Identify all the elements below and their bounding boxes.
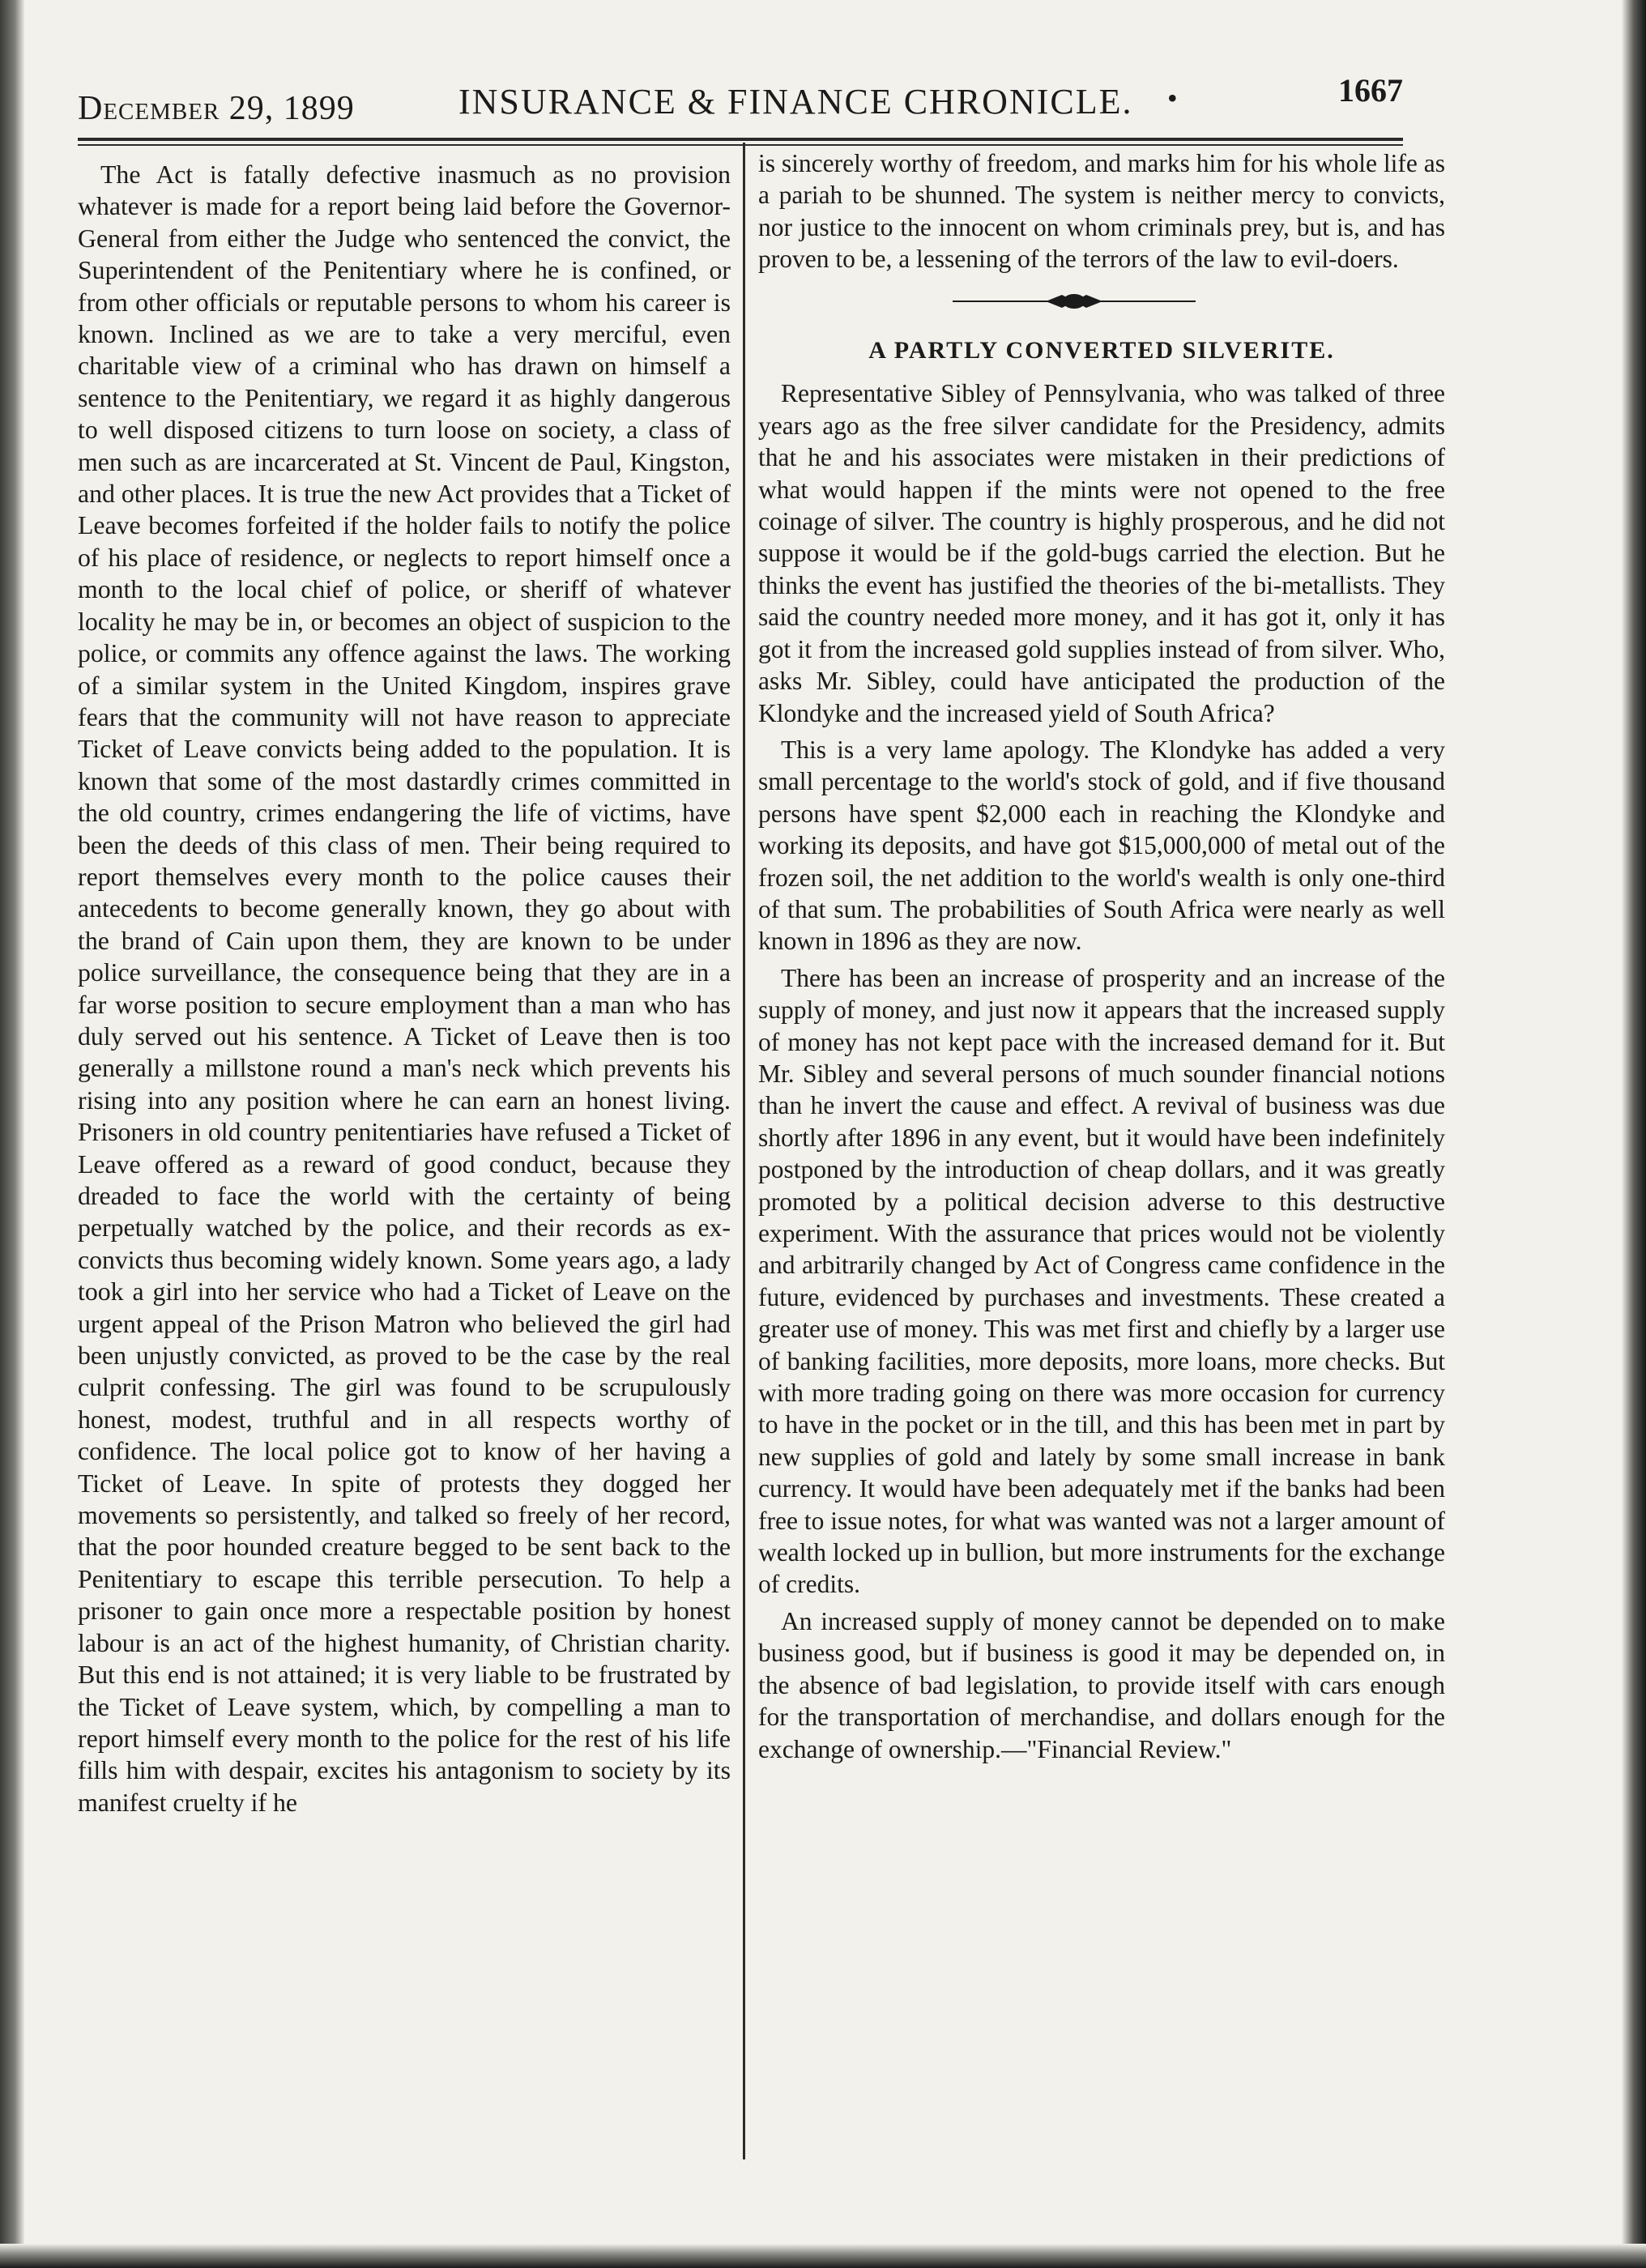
scan-bottom-edge	[0, 2244, 1646, 2268]
column-divider	[743, 143, 745, 2159]
page-number: 1667	[1338, 72, 1403, 109]
section-ornament	[953, 292, 1196, 311]
continued-paragraph: is sincerely worthy of freedom, and marks him for his whole life as a pariah to be shunned. The system is neither mercy to convicts, nor justice to the innocent on whom criminals prey, but is, and has proven to be, a lessening of the terrors of the law to evil-doers.	[758, 149, 1445, 274]
right-column	[758, 147, 1445, 1770]
article-paragraph-4: An increased supply of money cannot be depended on to make business good, but if business is good it may be depended on, in the absence of bad legislation, to provide itself with cars enough for the transportation of merchandise, and dollars enough for the exchange of ownership.—"Financial Review."	[758, 1606, 1445, 1763]
left-column	[78, 159, 731, 1818]
page-header	[78, 71, 1403, 128]
article-paragraph-1: Representative Sibley of Pennsylvania, who was talked of three years ago as the free silver candidate for the Presidency, admits that he and his associates were mistaken in their predictions of what would happen if the mints were not opened to the free coinage of silver. The country is highly prosperous, and he did not suppose it would be if the gold-bugs carried the election. But he thinks the event has justified the theories of the bi-metallists. They said the country needed more money, and it has got it, only it has got it from the increased gold supplies instead of from silver. Who, asks Mr. Sibley, could have anticipated the production of the Klondyke and the increased yield of South Africa?	[758, 379, 1445, 727]
article-paragraph-2: This is a very lame apology. The Klondyke has added a very small percentage to the world's stock of gold, and if five thousand persons have spent $2,000 each in reaching the Klondyke and working its deposits, and have got $15,000,000 of metal out of the frozen soil, the net addition to the world's wealth is only one-third of that sum. The probabilities of South Africa were nearly as well known in 1896 as they are now.	[758, 735, 1445, 956]
publication-title: INSURANCE & FINANCE CHRONICLE.	[458, 82, 1133, 122]
article-title: A PARTLY CONVERTED SILVERITE.	[868, 337, 1335, 364]
article-paragraph-3: There has been an increase of prosperity and an increase of the supply of money, and just now it appears that the increased supply of money has not kept pace with the increased demand for it. But Mr. Sibley and several persons of much sounder financial notions than he invert the cause and effect. A revival of business was due shortly after 1896 in any event, but it would have been indefinitely postponed by the introduction of cheap dollars, and it was greatly promoted by a political decision adverse to this destructive experiment. With the assurance that prices would not be violently and arbitrarily changed by Act of Congress came confidence in the future, evidenced by purchases and investments. These created a greater use of money. This was met first and chiefly by a larger use of banking facilities, more deposits, more loans, more checks. But with more trading going on there was more occasion for currency to have in the pocket or in the till, and this has been met in part by new supplies of gold and lately by some small increase in bank currency. It would have been adequately met if the banks had been free to issue notes, for what was wanted was not a larger amount of wealth locked up in bullion, but more instruments for the exchange of credits.	[758, 963, 1445, 1599]
scan-right-edge	[1622, 0, 1646, 2268]
ticket-of-leave-paragraph: The Act is fatally defective inasmuch as no provision whatever is made for a report being laid before the Governor-General from either the Judge who sentenced the convict, the Superintendent of the Penitentiary where he is confined, or from other officials or reputable persons to whom his career is known. Inclined as we are to take a very merciful, even charitable view of a criminal who has drawn on himself a sentence to the Penitentiary, we regard it as highly dangerous to well disposed citizens to turn loose on society, a class of men such as are incarcerated at St. Vincent de Paul, Kingston, and other places. It is true the new Act provides that a Ticket of Leave becomes forfeited if the holder fails to notify the police of his place of residence, or neglects to report himself once a month to the local chief of police, or sheriff of whatever locality he may be in, or becomes an object of suspicion to the police, or commits any offence against the laws. The working of a similar system in the United Kingdom, inspires grave fears that the community will not have reason to appreciate Ticket of Leave convicts being added to the population. It is known that some of the most dastardly crimes committed in the old country, crimes endangering the life of victims, have been the deeds of this class of men. Their being required to report themselves every month to the police causes their antecedents to become generally known, they go about with the brand of Cain upon them, they are known to be under police surveillance, the consequence being that they are in a far worse position to secure employment than a man who has duly served out his sentence. A Ticket of Leave then is too generally a millstone round a man's neck which prevents his rising into any position where he can earn an honest living. Prisoners in old country penitentiaries have refused a Ticket of Leave offered as a reward of good conduct, because they dreaded to face the world with the certainty of being perpetually watched by the police, and their records as ex-convicts thus becoming widely known. Some years ago, a lady took a girl into her service who had a Ticket of Leave on the urgent appeal of the Prison Matron who believed the girl had been unjustly convicted, as proved to be the case by the real culprit confessing. The girl was found to be scrupulously honest, modest, truthful and in all respects worthy of confidence. The local police got to know of her having a Ticket of Leave. In spite of protests they dogged her movements so persistently, and talked so freely of her record, that the poor hounded creature begged to be sent back to the Penitentiary to escape this terrible persecution. To help a prisoner to gain once more a respectable position by honest labour is an act of the highest humanity, of Christian charity. But this end is not attained; it is very liable to be frustrated by the Ticket of Leave system, which, by compelling a man to report himself every month to the police for the rest of his life fills him with despair, excites his antagonism to society by its manifest cruelty if he	[78, 160, 731, 1817]
header-mark: •	[1167, 82, 1178, 114]
issue-date: December 29, 1899	[78, 90, 355, 127]
scan-left-edge	[0, 0, 24, 2268]
header-rule	[78, 138, 1403, 146]
